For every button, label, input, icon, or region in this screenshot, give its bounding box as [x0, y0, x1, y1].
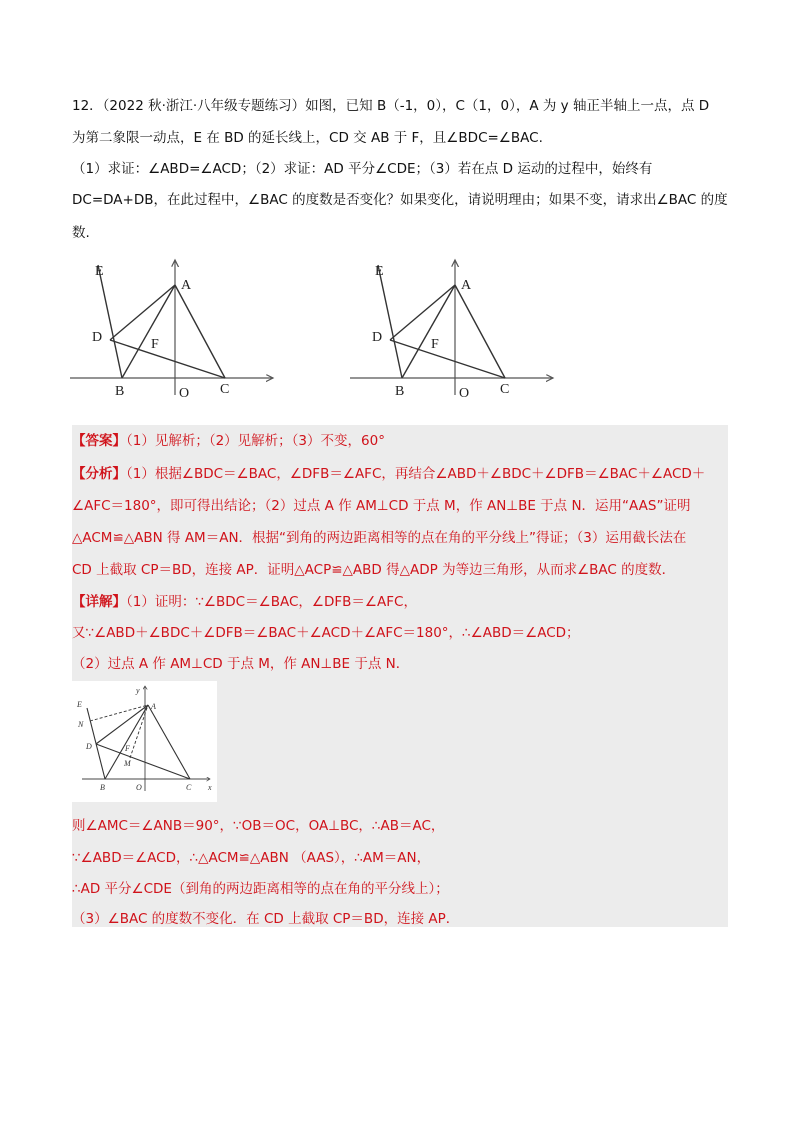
analysis-line-4: CD 上截取 CP＝BD，连接 AP．证明△ACP≌△ABD 得△ADP 为等边三角形，从而求∠BAC 的度数． [72, 562, 676, 578]
detail-text-1: （1）证明：∵∠BDC＝∠BAC，∠DFB＝∠AFC， [126, 594, 417, 610]
answer-line [72, 432, 385, 450]
label-E: E [95, 264, 104, 279]
small-label-E: E [77, 700, 82, 709]
detail-tag: 【详解】 [72, 594, 126, 610]
small-label-x: x [208, 783, 212, 792]
analysis-line-3: △ACM≌△ABN 得 AM＝AN．根据“到角的两边距离相等的点在角的平分线上”得证；（3）运用截长法在 [72, 530, 687, 546]
small-label-D: D [86, 742, 92, 751]
label-A: A [181, 278, 192, 293]
label-O: O [179, 386, 190, 401]
small-label-y: y [136, 686, 140, 695]
analysis-text-1: （1）根据∠BDC＝∠BAC，∠DFB＝∠AFC，再结合∠ABD＋∠BDC＋∠DFB＝∠BAC＋∠ACD＋ [126, 466, 706, 482]
question-line-5: 数. [72, 225, 90, 241]
detail-line-4: 则∠AMC＝∠ANB＝90°，∵OB＝OC，OA⊥BC，∴AB＝AC， [72, 818, 445, 834]
analysis-line-2: ∠AFC＝180°，即可得出结论；（2）过点 A 作 AM⊥CD 于点 M，作 AN⊥BE 于点 N．运用“AAS”证明 [72, 498, 691, 514]
label-B: B [115, 384, 125, 399]
label-O: O [459, 386, 470, 401]
small-label-N: N [78, 720, 84, 729]
detail-line-7: （3）∠BAC 的度数不变化．在 CD 上截取 CP＝BD，连接 AP． [72, 911, 460, 927]
label-C: C [220, 382, 230, 397]
small-label-O: O [136, 783, 142, 792]
geometry-figure-left [65, 255, 280, 405]
small-label-F: F [125, 744, 130, 753]
detail-line-1 [72, 593, 417, 611]
detail-line-3: （2）过点 A 作 AM⊥CD 于点 M，作 AN⊥BE 于点 N． [72, 656, 410, 672]
label-D: D [372, 330, 383, 345]
solution-figure [72, 681, 217, 802]
analysis-line-1 [72, 465, 705, 483]
small-label-B: B [100, 783, 105, 792]
label-F: F [151, 337, 159, 352]
question-line-2: 为第二象限一动点，E 在 BD 的延长线上，CD 交 AB 于 F，且∠BDC=∠BAC. [72, 130, 543, 146]
question-line-1: 12．（2022 秋·浙江·八年级专题练习）如图，已知 B（-1，0），C（1，0），A 为 y 轴正半轴上一点，点 D [72, 98, 710, 114]
detail-line-5: ∵∠ABD＝∠ACD，∴△ACM≌△ABN （AAS），∴AM＝AN， [72, 850, 431, 866]
label-A: A [461, 278, 472, 293]
answer-tag: 【答案】 [72, 433, 126, 449]
small-label-A: A [151, 702, 156, 711]
geometry-figure-right [345, 255, 560, 405]
small-label-M: M [124, 759, 131, 768]
label-D: D [92, 330, 103, 345]
label-B: B [395, 384, 405, 399]
label-F: F [431, 337, 439, 352]
label-E: E [375, 264, 384, 279]
label-C: C [500, 382, 510, 397]
detail-line-6: ∴AD 平分∠CDE（到角的两边距离相等的点在角的平分线上）； [72, 881, 449, 897]
analysis-tag: 【分析】 [72, 466, 126, 482]
small-label-C: C [186, 783, 192, 792]
question-line-3: （1）求证：∠ABD=∠ACD；（2）求证：AD 平分∠CDE；（3）若在点 D 运动的过程中，始终有 [72, 161, 653, 177]
answer-text: （1）见解析；（2）见解析；（3）不变，60° [126, 433, 385, 449]
detail-line-2: 又∵∠ABD＋∠BDC＋∠DFB＝∠BAC＋∠ACD＋∠AFC＝180°，∴∠ABD＝∠ACD； [72, 625, 580, 641]
question-line-4: DC=DA+DB，在此过程中，∠BAC 的度数是否变化？如果变化，请说明理由；如果不变，请求出∠BAC 的度 [72, 192, 728, 208]
